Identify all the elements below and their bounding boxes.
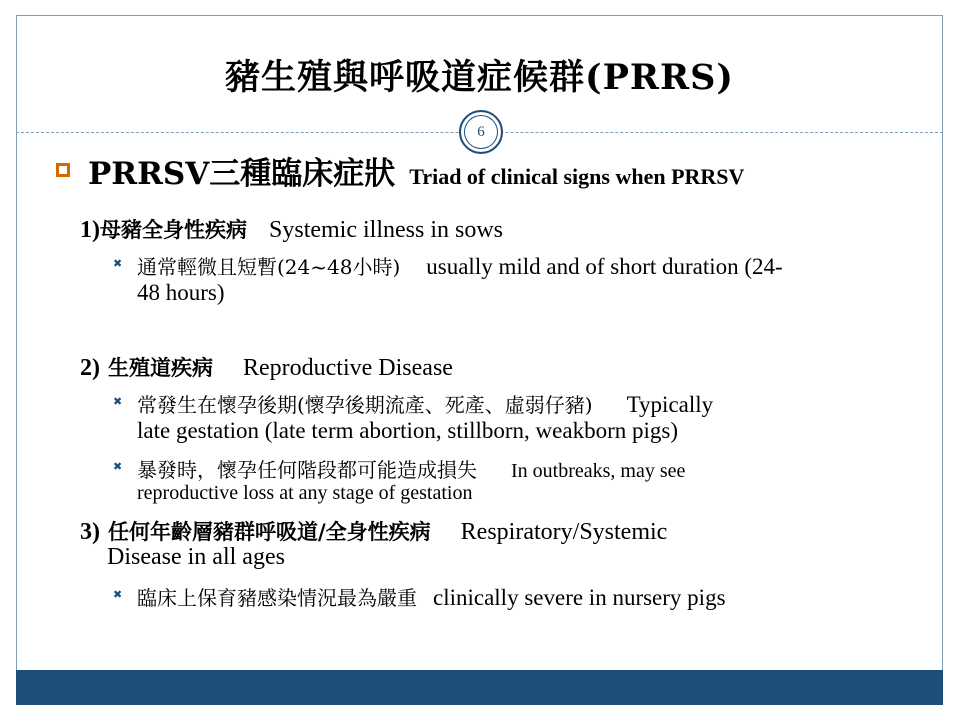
item-2-en: Reproductive Disease: [243, 355, 453, 381]
x-bullet-icon: ✖: [113, 395, 123, 408]
item-3: [80, 516, 667, 546]
item-3-en: Respiratory/Systemic: [460, 519, 668, 545]
item-1-zh: 母豬全身性疾病: [100, 217, 247, 242]
section-heading: [88, 148, 744, 193]
bullet-continuation: late gestation (late term abortion, stillborn, weakborn pigs): [137, 418, 678, 443]
x-bullet-icon: ✖: [113, 257, 123, 270]
bullet-zh: 通常輕微且短暫(24~48小時): [137, 255, 401, 279]
footer-bar: [16, 670, 943, 705]
heading-en: Triad of clinical signs when PRRSV: [409, 164, 745, 189]
heading-zh: PRRSV三種臨床症狀: [88, 156, 396, 192]
bullet-zh: 常發生在懷孕後期(懷孕後期流產、死產、虛弱仔豬): [137, 393, 593, 417]
page-number: 6: [459, 110, 503, 154]
item-1-en: Systemic illness in sows: [269, 217, 504, 243]
x-bullet-icon: ✖: [113, 460, 123, 473]
item-3-continuation: [107, 544, 285, 571]
bullet-en: clinically severe in nursery pigs: [433, 585, 726, 610]
bullet-en: usually mild and of short duration (24-: [426, 254, 783, 279]
item-3-continuation-text: Disease in all ages: [107, 544, 285, 570]
square-bullet-icon: [56, 163, 70, 177]
item-2-number: 2): [80, 355, 100, 381]
item-1-number: 1): [80, 217, 100, 243]
slide-title: 豬生殖與呼吸道症候群(PRRS): [225, 57, 734, 98]
item-3-number: 3): [80, 519, 100, 545]
item-2-zh: 生殖道疾病: [108, 355, 213, 380]
bullet-continuation: reproductive loss at any stage of gestation: [137, 482, 473, 504]
bullet-en: In outbreaks, may see: [511, 460, 686, 482]
item-2: [80, 352, 453, 382]
bullet-continuation: 48 hours): [137, 280, 225, 305]
item-1: [80, 214, 503, 244]
x-bullet-icon: ✖: [113, 588, 123, 601]
bullet-zh: 臨床上保育豬感染情況最為嚴重: [137, 586, 417, 610]
bullet-zh: 暴發時，懷孕任何階段都可能造成損失: [137, 458, 477, 482]
bullet-en: Typically: [626, 392, 714, 417]
item-3-zh: 任何年齡層豬群呼吸道/全身性疾病: [108, 519, 431, 544]
